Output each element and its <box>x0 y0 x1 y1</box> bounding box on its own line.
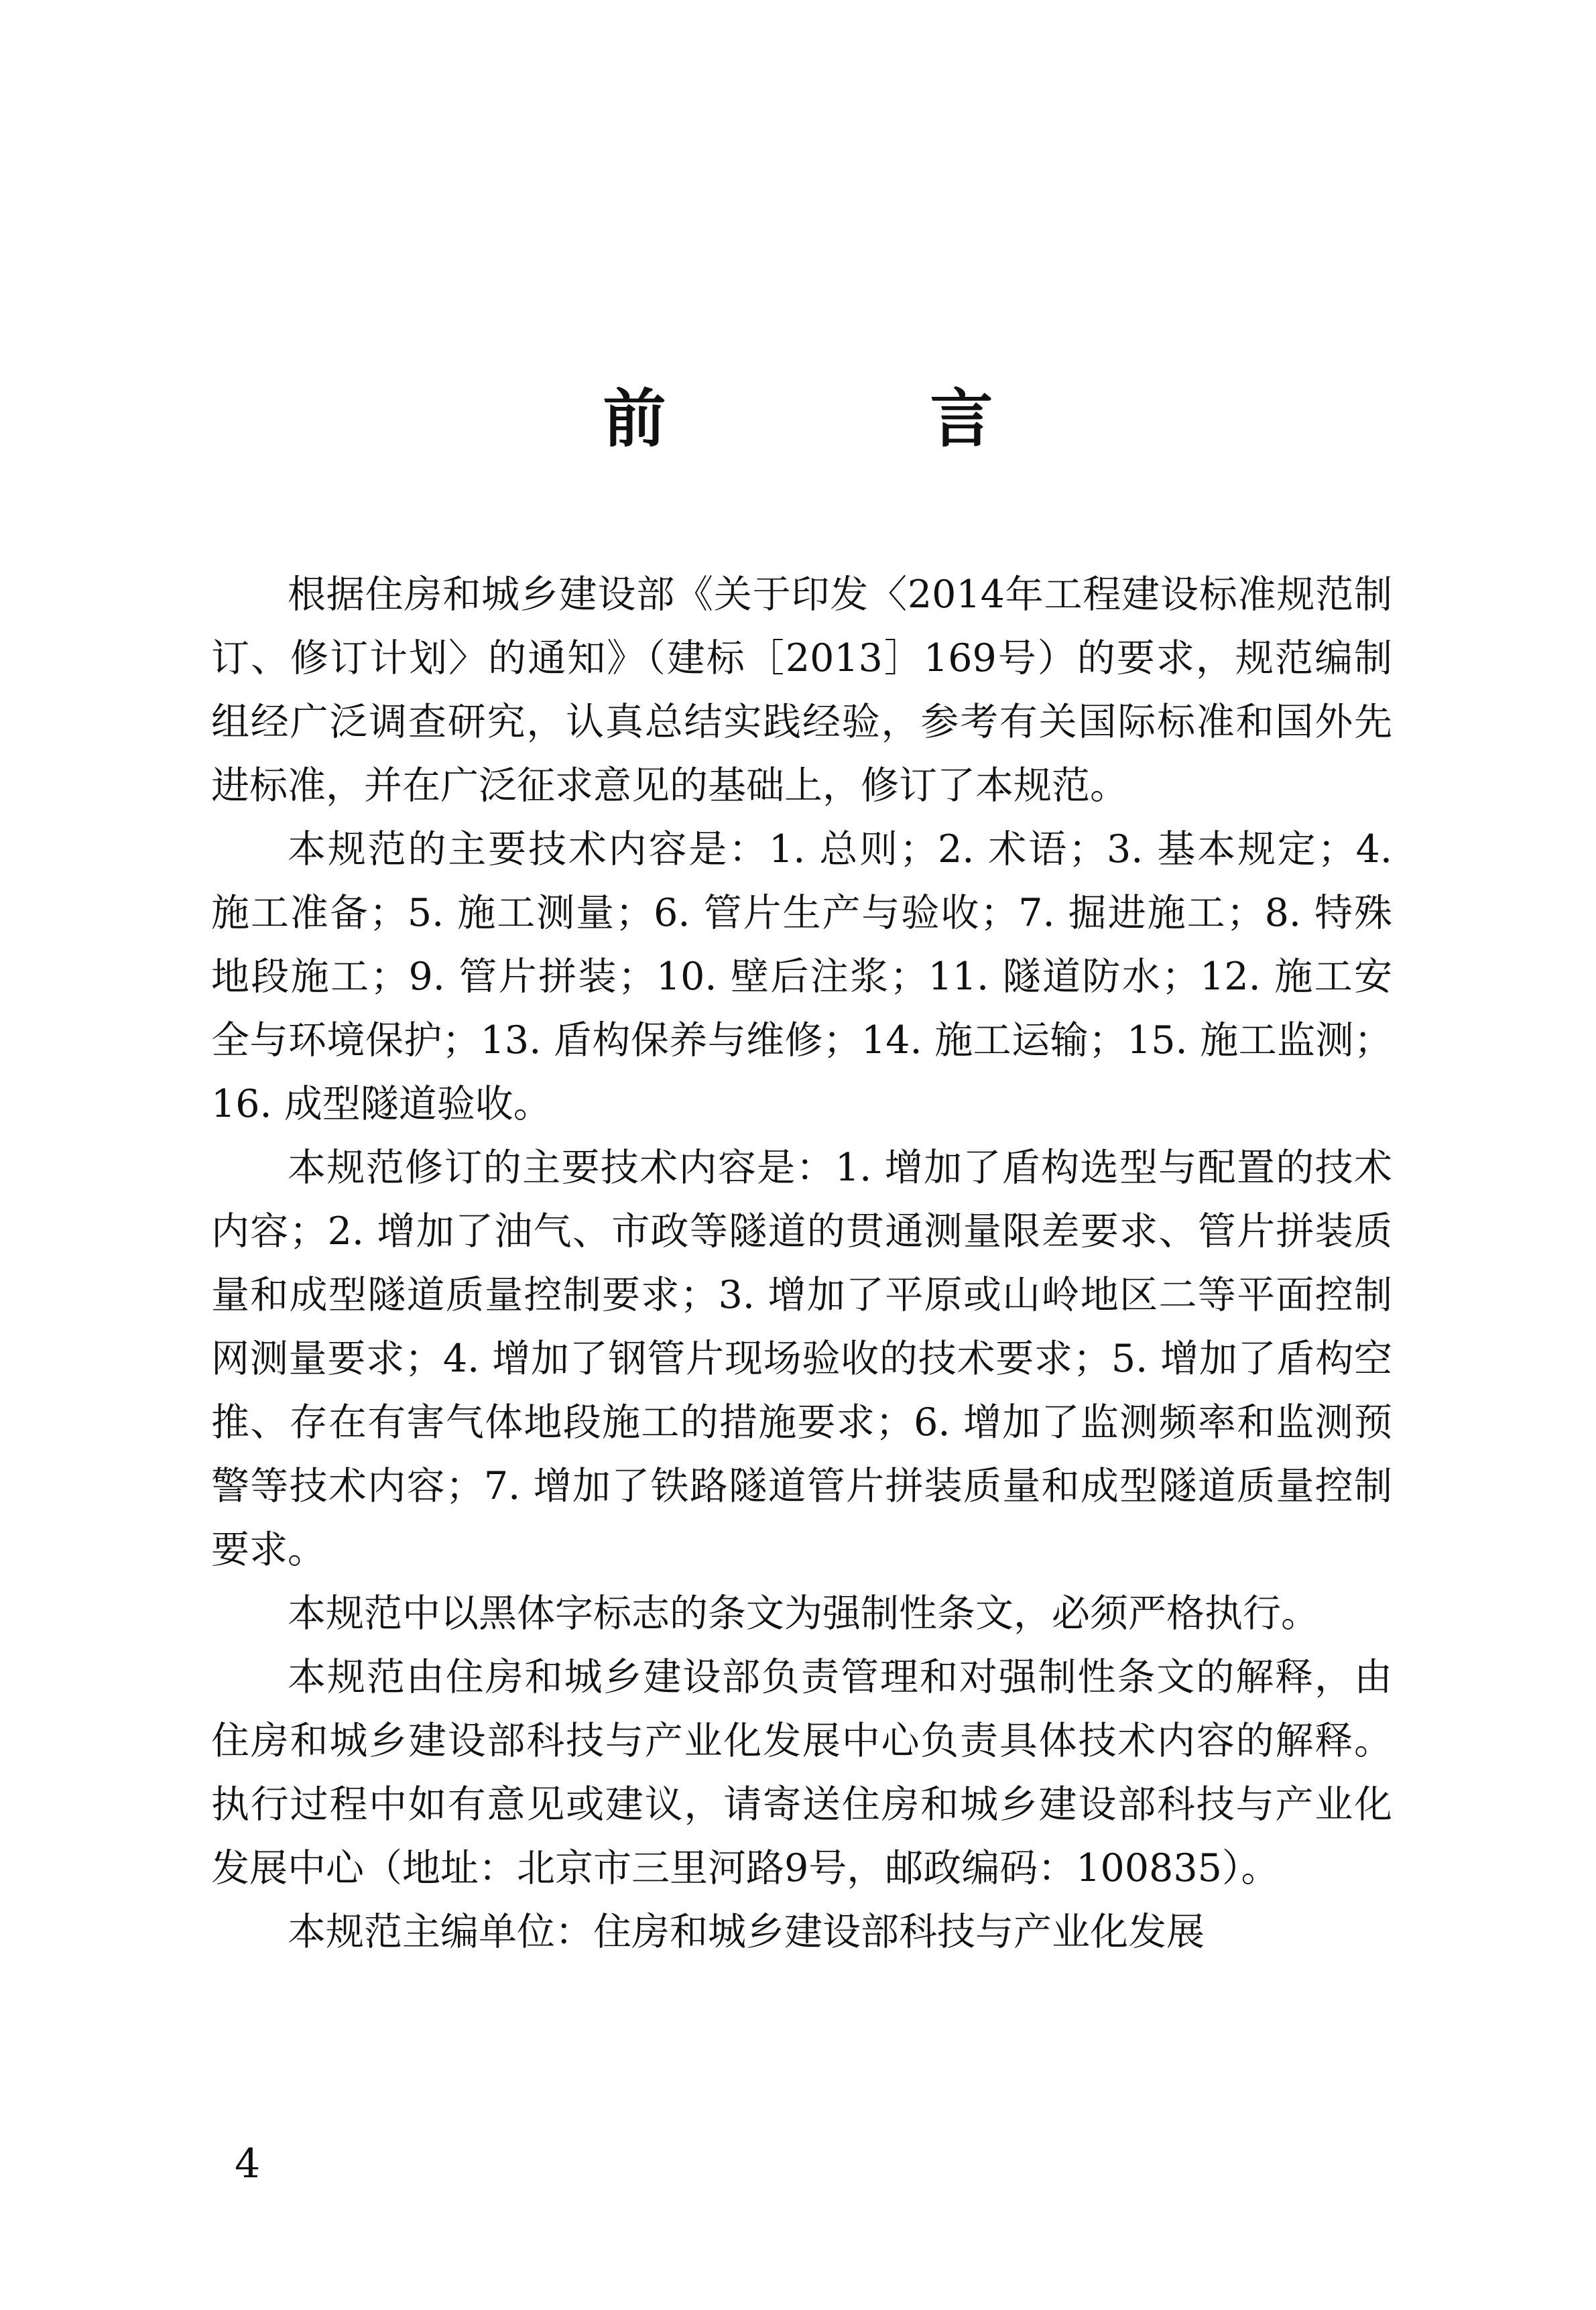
paragraph-revision-content: 本规范修订的主要技术内容是：1. 增加了盾构选型与配置的技术内容；2. 增加了油气、市政等隧道的贯通测量限差要求、管片拼装质量和成型隧道质量控制要求；3. 增加了平原或山岭地区二等平面控制网测量要求；4. 增加了钢管片现场验收的技术要求；5. 增加了盾构空推、存在有害气体地段施工的措施要求；6. 增加了监测频率和监测预警等技术内容；7. 增加了铁路隧道管片拼装质量和成型隧道质量控制要求。 <box>211 1146 1392 1572</box>
paragraph-chief-editor: 本规范主编单位：住房和城乡建设部科技与产业化发展 <box>288 1910 1205 1954</box>
page-number: 4 <box>235 2140 261 2187</box>
paragraph-mandatory-provisions: 本规范中以黑体字标志的条文为强制性条文，必须严格执行。 <box>288 1591 1319 1636</box>
paragraph-administration: 本规范由住房和城乡建设部负责管理和对强制性条文的解释，由住房和城乡建设部科技与产业化发展中心负责具体技术内容的解释。执行过程中如有意见或建议，请寄送住房和城乡建设部科技与产业化发展中心（地址：北京市三里河路9号，邮政编码：100835）。 <box>211 1655 1392 1890</box>
preface-body <box>211 563 1392 2172</box>
paragraph-main-content: 本规范的主要技术内容是：1. 总则；2. 术语；3. 基本规定；4. 施工准备；5. 施工测量；6. 管片生产与验收；7. 掘进施工；8. 特殊地段施工；9. 管片拼装；10. 壁后注浆；11. 隧道防水；12. 施工安全与环境保护；13. 盾构保养与维修；14. 施工运输；15. 施工监测；16. 成型隧道验收。 <box>211 827 1392 1126</box>
page-title: 前 言 <box>603 382 1094 456</box>
paragraph-basis: 根据住房和城乡建设部《关于印发〈2014年工程建设标准规范制订、修订计划〉的通知》（建标［2013］169号）的要求，规范编制组经广泛调查研究，认真总结实践经验，参考有关国际标准和国外先进标准，并在广泛征求意见的基础上，修订了本规范。 <box>211 572 1392 808</box>
